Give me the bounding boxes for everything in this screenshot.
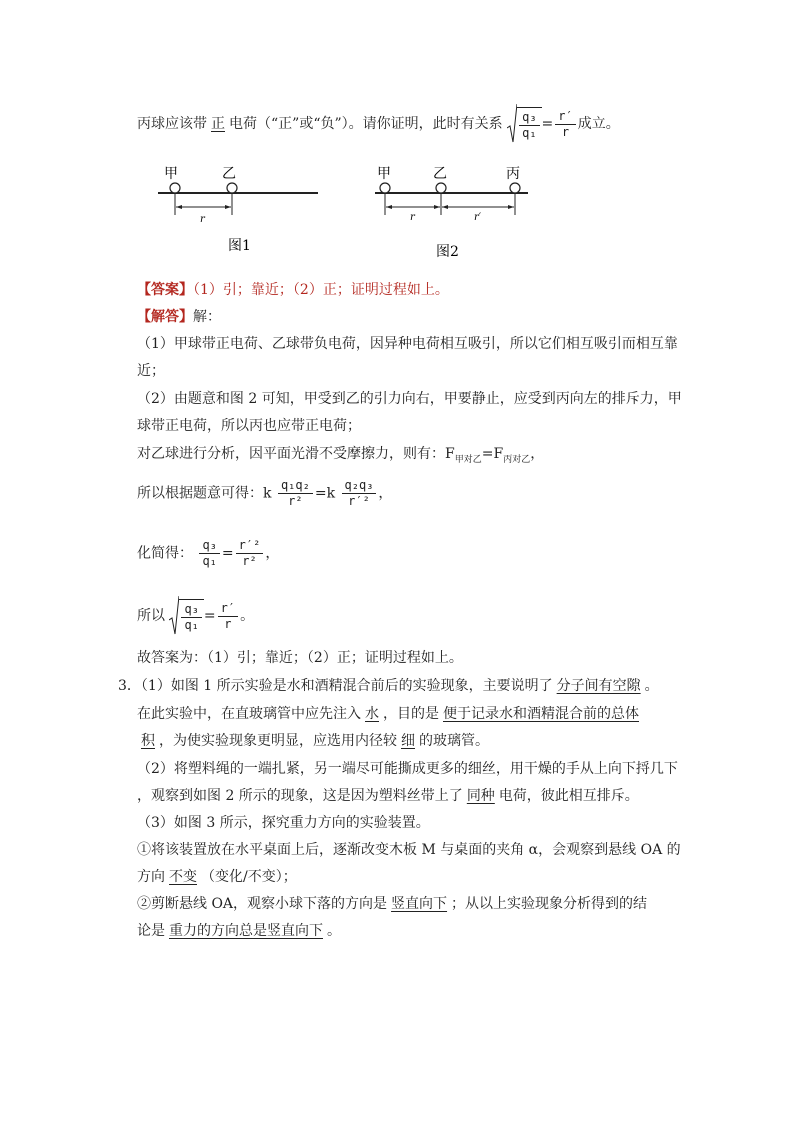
answer-line bbox=[137, 280, 449, 300]
intro-text: 丙球应该带 bbox=[137, 116, 207, 132]
caption-fig2: 图2 bbox=[436, 244, 459, 260]
label-bing: 丙 bbox=[506, 166, 520, 182]
label-r: r bbox=[200, 214, 205, 225]
answer-blank: 细 bbox=[401, 733, 415, 749]
fraction-r: $\frac{r'}{r}$ bbox=[555, 109, 575, 140]
answer-blank: 同种 bbox=[466, 788, 495, 804]
sqrt-expression: $\frac{\text{q₃}}{\text{q₁}}$ bbox=[507, 104, 541, 144]
q3-line-4: （2）将塑料绳的一端扎紧，另一端尽可能撕成更多的细丝，用干燥的手从上向下捋几下 bbox=[137, 761, 678, 777]
intro-text-2: 电荷（“正”或“负”）。请你证明，此时有关系 bbox=[229, 116, 503, 132]
q3-line-3: 积 ，为使实验现象更明显，应选用内径较 细 的玻璃管。 bbox=[137, 731, 489, 751]
q3-line-1: 3．（1）如图 1 所示实验是水和酒精混合前后的实验现象，主要说明了 分子间有空隙 。 bbox=[118, 678, 659, 694]
q3-line-7: ①将该装置放在水平桌面上后，逐渐改变木板 M 与桌面的夹角 α，会观察到悬线 OA 的 bbox=[137, 842, 681, 858]
label-yi: 乙 bbox=[433, 166, 447, 182]
answer-blank: 重力的方向总是竖直向下 bbox=[169, 923, 323, 939]
label-jia: 甲 bbox=[164, 166, 178, 182]
solution-tag-line bbox=[137, 307, 221, 327]
q3-line-5: ，观察到如图 2 所示的现象，这是因为塑料丝带上了 同种 电荷，彼此相互排斥。 bbox=[137, 788, 639, 804]
solution-p4: 所以根据题意可得：k $\frac{\text{q₁q₂}}{\text{r²}}$ =k $\frac{\text{q₂q₃}}{\text{r′²}}$ ， bbox=[137, 478, 393, 508]
figure-1 bbox=[150, 160, 330, 264]
solution-p5: 化简得： $\frac{\text{q₃}}{\text{q₁}}$ = $\frac{\text{r′²}}{\text{r²}}$ ， bbox=[137, 538, 280, 568]
solution-p1b: 近； bbox=[137, 363, 165, 379]
answer-blank: 分子间有空隙 bbox=[556, 678, 641, 694]
label-r-prime: r′ bbox=[474, 212, 482, 223]
solution-p2a: （2）由题意和图 2 可知，甲受到乙的引力向右，甲要静止，应受到丙向左的排斥力，甲 bbox=[137, 391, 682, 407]
ball-yi bbox=[227, 183, 237, 193]
solution-final: 故答案为：（1）引；靠近；（2）正；证明过程如上。 bbox=[137, 650, 463, 666]
answer-blank: 水 bbox=[365, 706, 379, 722]
intro-end: 成立。 bbox=[577, 116, 620, 132]
q3-line-10: 论是 重力的方向总是竖直向下 。 bbox=[137, 923, 341, 939]
ball-bing bbox=[510, 183, 520, 193]
answer-blank: 积 bbox=[141, 733, 155, 749]
solution-p6: 所以 $\frac{\text{q₃}}{\text{q₁}}$ = $\frac{r'}{r}$ 。 bbox=[137, 596, 254, 636]
label-jia: 甲 bbox=[377, 166, 391, 182]
solution-tag: 【解答】 bbox=[137, 309, 193, 325]
radical-sign-icon bbox=[507, 104, 517, 144]
solution-p2b: 球带正电荷，所以丙也应带正电荷； bbox=[137, 418, 361, 434]
q3-line-2: 在此实验中，在直玻璃管中应先注入 水 ，目的是 便于记录水和酒精混合前的总体 bbox=[137, 704, 643, 724]
q3-line-9: ②剪断悬线 OA，观察小球下落的方向是 竖直向下 ；从以上实验现象分析得到的结 bbox=[137, 896, 648, 912]
answer-text: （1）引；靠近；（2）正；证明过程如上。 bbox=[193, 282, 449, 298]
ball-jia bbox=[380, 183, 390, 193]
solution-p3: 对乙球进行分析，因平面光滑不受摩擦力，则有：$F_{甲对乙}=F_{丙对乙}$， bbox=[137, 446, 545, 465]
solution-intro: 解： bbox=[193, 309, 221, 325]
answer-blank: 竖直向下 bbox=[391, 896, 448, 912]
equals-sign: = bbox=[541, 116, 554, 132]
question-number: 3． bbox=[118, 678, 141, 694]
sqrt-expression: $\frac{\text{q₃}}{\text{q₁}}$ bbox=[169, 596, 203, 636]
answer-blank: 正 bbox=[211, 116, 225, 132]
label-r: r bbox=[410, 212, 415, 223]
answer-blank: 便于记录水和酒精混合前的总体 bbox=[443, 706, 639, 722]
radical-sign-icon bbox=[169, 596, 179, 636]
solution-p1a: （1）甲球带正电荷、乙球带负电荷，因异种电荷相互吸引，所以它们相互吸引而相互靠 bbox=[137, 336, 678, 352]
figure-2 bbox=[370, 160, 550, 269]
ball-yi bbox=[436, 183, 446, 193]
caption-fig1: 图1 bbox=[228, 238, 251, 254]
q3-line-8: 方向 不变 （变化/不变）； bbox=[137, 869, 297, 885]
ball-jia bbox=[170, 183, 180, 193]
answer-tag: 【答案】 bbox=[137, 282, 193, 298]
q3-line-6: （3）如图 3 所示，探究重力方向的实验装置。 bbox=[137, 815, 430, 831]
intro-line bbox=[137, 104, 620, 144]
label-yi: 乙 bbox=[222, 166, 236, 182]
answer-blank: 不变 bbox=[169, 869, 197, 885]
